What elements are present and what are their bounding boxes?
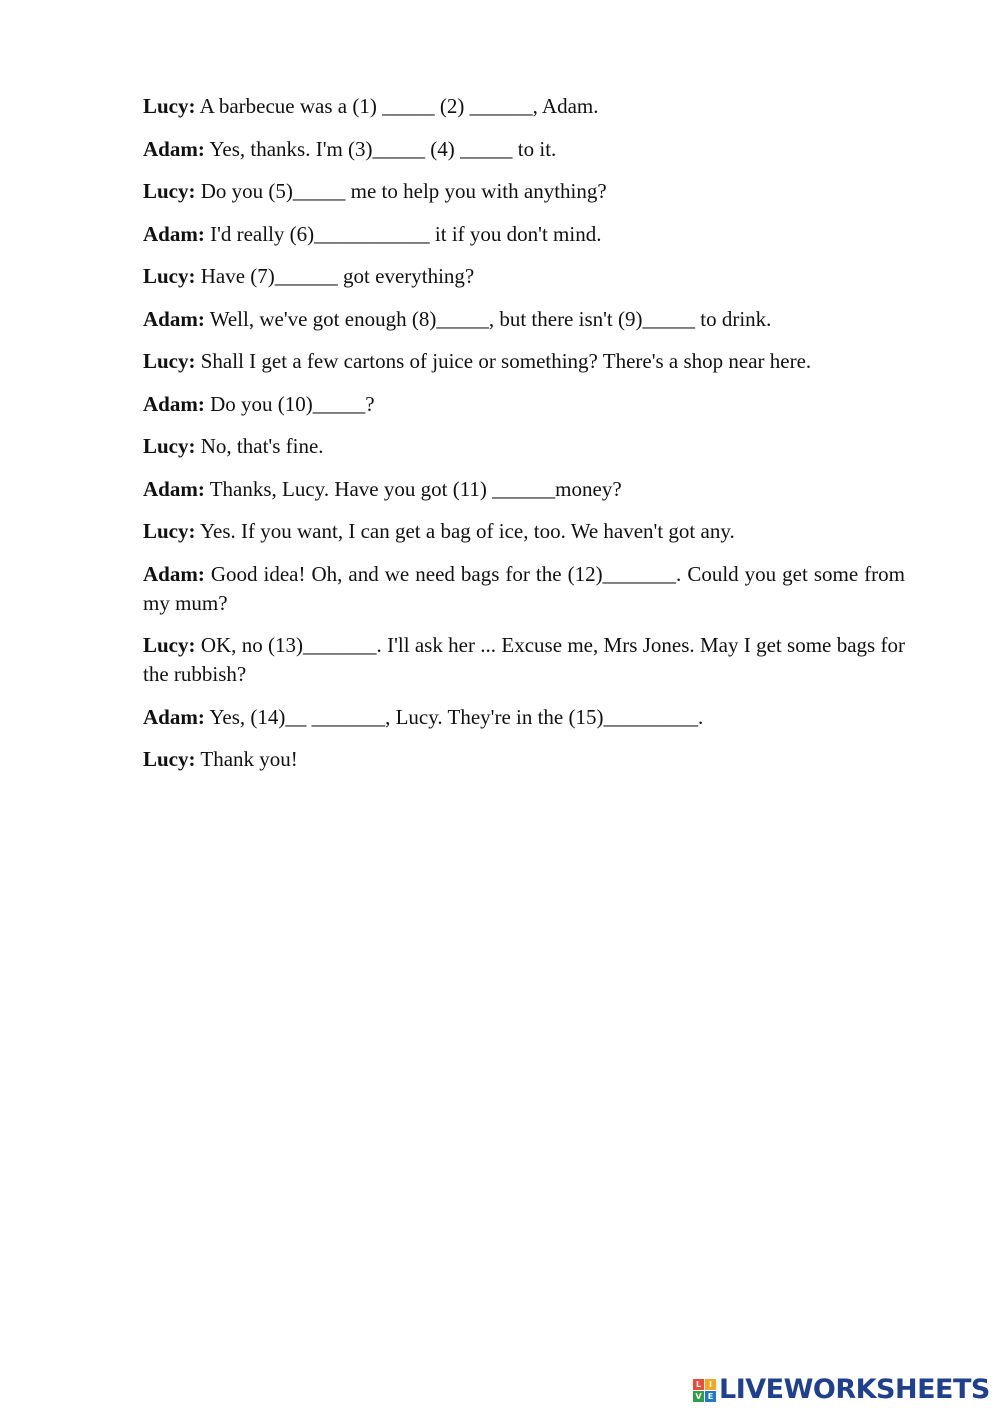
dialogue-line-14 — [143, 703, 905, 732]
dialogue-line-5 — [143, 262, 905, 291]
speaker-name: Lucy: — [143, 349, 196, 373]
speaker-name: Lucy: — [143, 519, 196, 543]
speaker-name: Adam: — [143, 391, 205, 416]
dialogue-line-15 — [143, 745, 905, 774]
line-text: Yes. If you want, I can get a bag of ice, too. We haven't got any. — [195, 519, 735, 543]
dialogue-line-7 — [143, 347, 905, 376]
line-text: No, that's fine. — [195, 434, 324, 458]
logo-mark-cell: E — [705, 1391, 716, 1402]
line-text: Yes, (14)__ _______, Lucy. They're in the (15)_________. — [204, 704, 704, 729]
speaker-name: Adam: — [143, 221, 205, 246]
liveworksheets-logo — [693, 1375, 990, 1405]
dialogue-line-3 — [143, 177, 905, 206]
line-text: Thank you! — [195, 747, 298, 771]
dialogue-line-1 — [143, 92, 905, 121]
speaker-name: Adam: — [143, 476, 205, 501]
line-text: Have (7)______ got everything? — [195, 264, 475, 288]
dialogue-line-8 — [143, 390, 905, 419]
logo-mark-icon — [693, 1379, 716, 1402]
logo-mark-cell: I — [705, 1379, 716, 1390]
dialogue-line-11 — [143, 517, 905, 546]
speaker-name: Adam: — [143, 306, 205, 331]
dialogue-line-4 — [143, 220, 905, 249]
logo-mark-cell: V — [693, 1391, 704, 1402]
speaker-name: Adam: — [143, 136, 205, 161]
line-text: Shall I get a few cartons of juice or something? There's a shop near here. — [195, 349, 812, 373]
dialogue-line-10 — [143, 475, 905, 504]
line-text: Do you (5)_____ me to help you with anything? — [195, 179, 607, 203]
line-text: Do you (10)_____? — [204, 391, 375, 416]
dialogue-line-13 — [143, 631, 905, 689]
line-text: Good idea! Oh, and we need bags for the (12)_______. Could you get some from my mum? — [143, 561, 905, 615]
line-text: I'd really (6)___________ it if you don't mind. — [204, 221, 602, 246]
speaker-name: Lucy: — [143, 747, 196, 771]
line-text: Well, we've got enough (8)_____, but there isn't (9)_____ to drink. — [204, 306, 772, 331]
speaker-name: Lucy: — [143, 264, 196, 288]
speaker-name: Lucy: — [143, 633, 196, 657]
dialogue-line-2 — [143, 135, 905, 164]
dialogue — [143, 92, 905, 788]
line-text: A barbecue was a (1) _____ (2) ______, Adam. — [195, 94, 599, 118]
speaker-name: Adam: — [143, 561, 205, 586]
dialogue-line-6 — [143, 305, 905, 334]
dialogue-line-12 — [143, 560, 905, 618]
speaker-name: Lucy: — [143, 94, 196, 118]
speaker-name: Adam: — [143, 704, 205, 729]
logo-mark-cell: L — [693, 1379, 704, 1390]
dialogue-line-9 — [143, 432, 905, 461]
logo-text: LIVEWORKSHEETS — [719, 1374, 990, 1405]
speaker-name: Lucy: — [143, 179, 196, 203]
line-text: OK, no (13)_______. I'll ask her ... Excuse me, Mrs Jones. May I get some bags for the rubbish? — [143, 633, 905, 686]
speaker-name: Lucy: — [143, 434, 196, 458]
line-text: Thanks, Lucy. Have you got (11) ______money? — [204, 476, 622, 501]
line-text: Yes, thanks. I'm (3)_____ (4) _____ to it. — [204, 136, 557, 161]
